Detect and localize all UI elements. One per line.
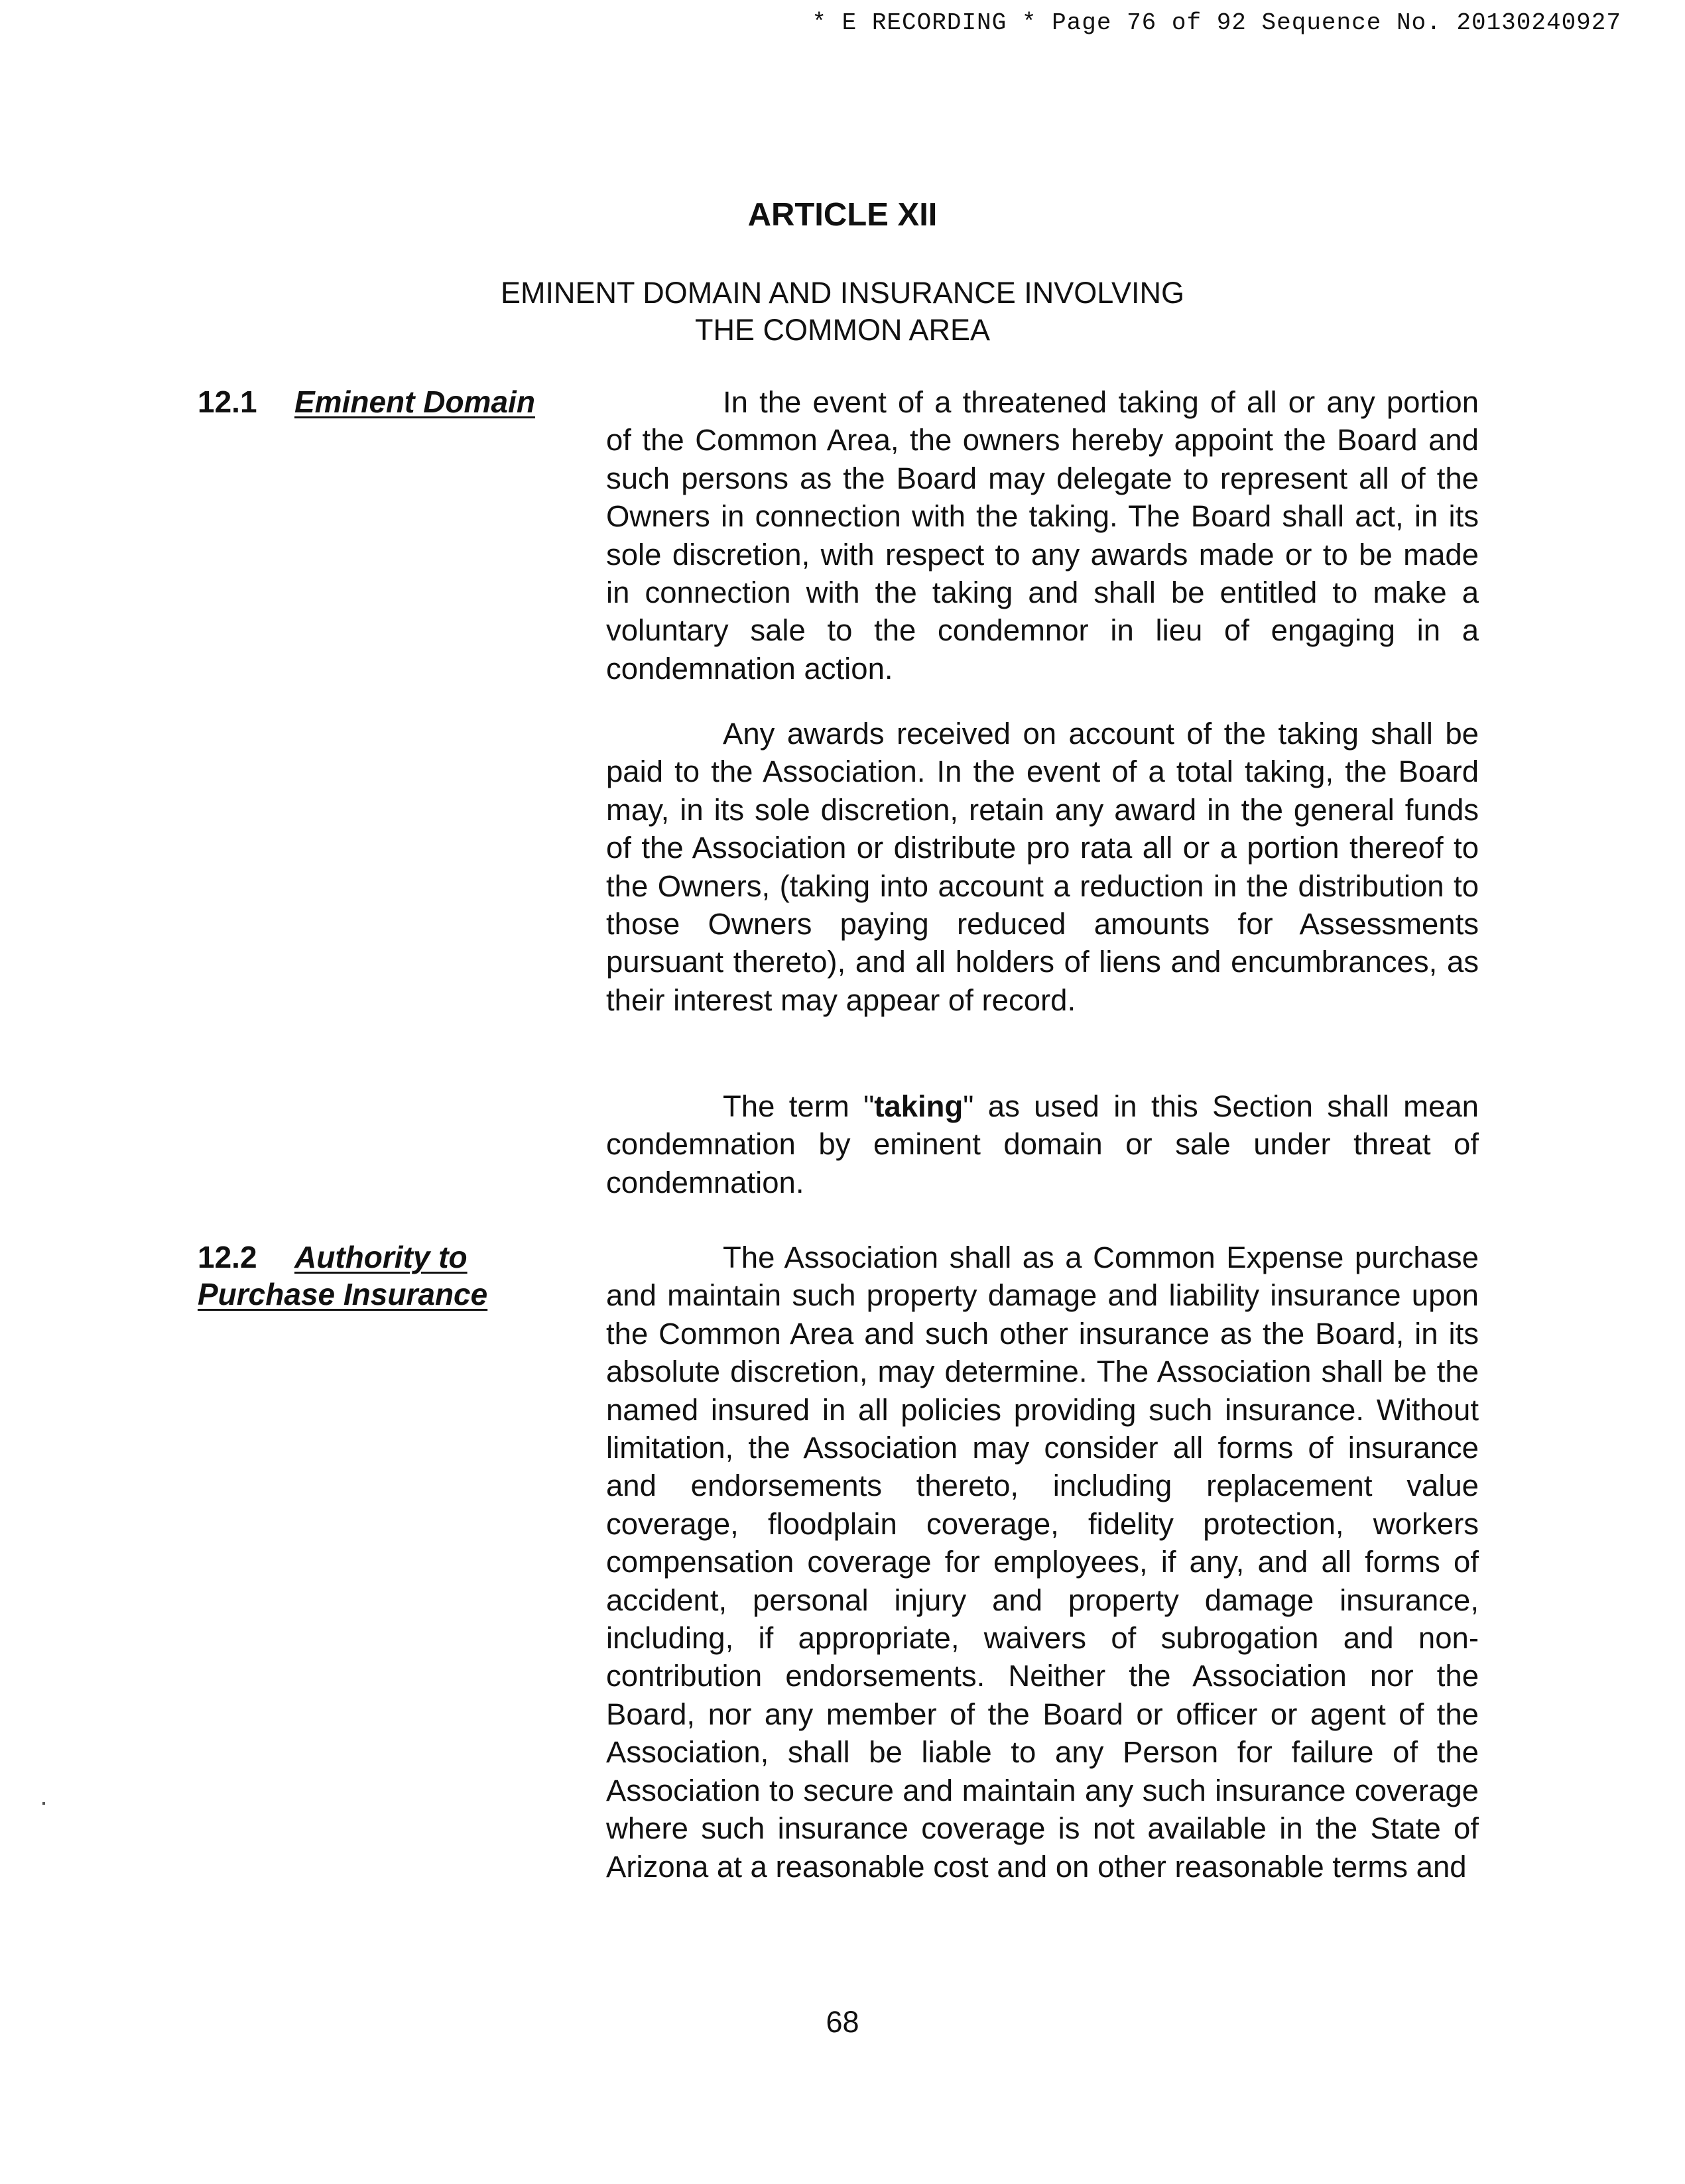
article-title: ARTICLE XII xyxy=(747,197,938,233)
page-number: 68 xyxy=(826,2005,859,2039)
section-12-1-body-2 xyxy=(606,715,1479,1019)
term-text-before: The term " xyxy=(723,1089,875,1123)
article-subtitle-line-1: EMINENT DOMAIN AND INSURANCE INVOLVING xyxy=(501,276,1184,310)
section-title-line-2: Purchase Insurance xyxy=(198,1277,488,1311)
defined-term: taking xyxy=(874,1089,964,1123)
article-subtitle-line-2: THE COMMON AREA xyxy=(694,313,991,347)
section-number: 12.2 xyxy=(198,1240,257,1274)
section-12-1-paragraph-1: In the event of a threatened taking of all or any portion of the Common Area, the owners hereby appoint the Board and such persons as the Board may delegate to represent all of the Owners in connection with the taking. The Board shall act, in its sole discretion, with respect to any awards made or to be made in connection with the taking and shall be entitled to make a voluntary sale to the condemnor in lieu of engaging in a condemnation action. xyxy=(606,385,1479,686)
section-12-2-heading xyxy=(198,1239,487,1313)
section-12-1-paragraph-2: Any awards received on account of the taking shall be paid to the Association. In the event of a total taking, the Board may, in its sole discretion, retain any award in the general funds of the Association or distribute pro rata all or a portion thereof to the Owners, (taking into account a reduction in the distribution to those Owners paying reduced amounts for Assessments pursuant thereto), and all holders of liens and encumbrances, as their interest may appear of record. xyxy=(606,717,1479,1017)
recording-header: * E RECORDING * Page 76 of 92 Sequence No. 20130240927 xyxy=(812,9,1621,36)
section-12-1-paragraph-3 xyxy=(606,1087,1479,1201)
scan-speck xyxy=(42,1802,45,1805)
section-title-line-1: Authority to xyxy=(294,1240,468,1274)
article-subtitle xyxy=(0,274,1685,349)
section-12-2-paragraph-1: The Association shall as a Common Expense purchase and maintain such property damage and liability insurance upon the Common Area and such other insurance as the Board, in its absolute discretion, may determine. The Association shall be the named insured in all policies providing such insurance. Without limitation, the Association may consider all forms of insurance and endorsements thereto, including replacement value coverage, floodplain coverage, fidelity protection, workers compensation coverage for employees, if any, and all forms of accident, personal injury and property damage insurance, including, if appropriate, waivers of subrogation and non-contribution endorsements. Neither the Association nor the Board, nor any member of the Board or officer or agent of the Association, shall be liable to any Person for failure of the Association to secure and maintain any such insurance coverage where such insurance coverage is not available in the State of Arizona at a reasonable cost and on other reasonable terms and xyxy=(606,1241,1479,1884)
section-12-1-body-3 xyxy=(606,1087,1479,1201)
term-text-after: " as used in this Section shall mean condemnation by eminent domain or sale under threat of condemnation. xyxy=(606,1089,1479,1199)
section-number: 12.1 xyxy=(198,385,257,419)
section-12-1-body xyxy=(606,383,1479,688)
section-12-2-body xyxy=(606,1239,1479,1886)
section-title: Eminent Domain xyxy=(294,385,535,419)
section-12-1-heading xyxy=(198,383,535,420)
